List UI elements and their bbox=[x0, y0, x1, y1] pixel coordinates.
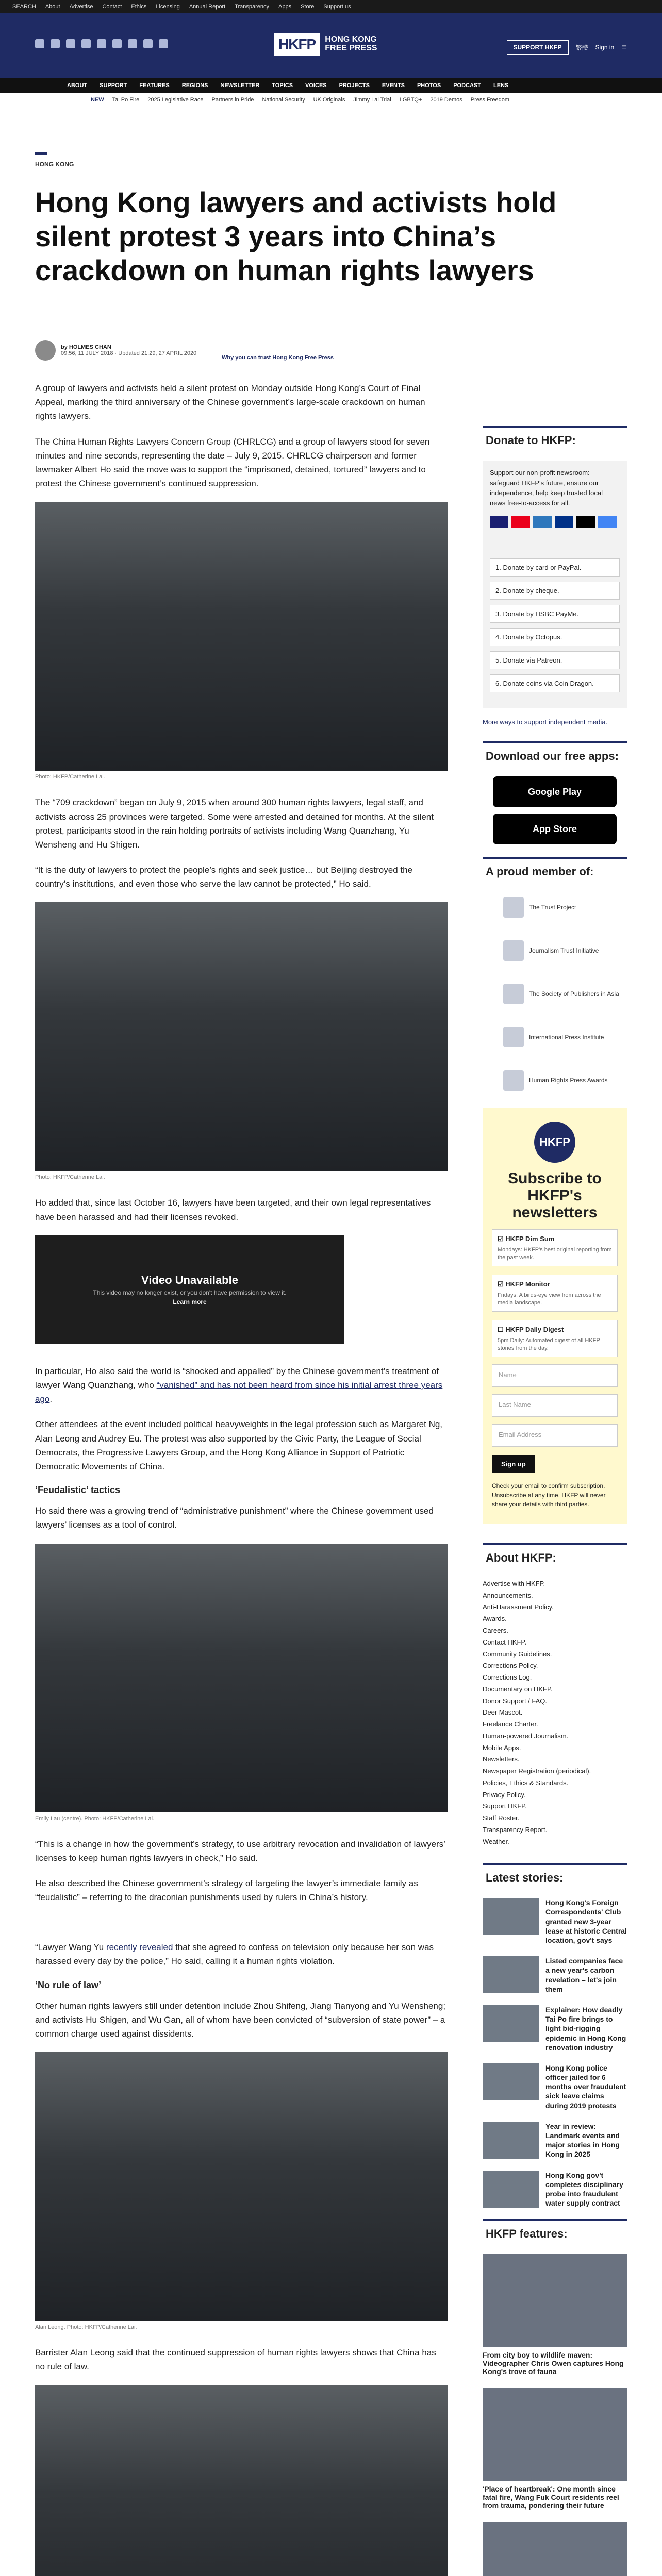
about-link[interactable]: Support HKFP. bbox=[483, 1802, 527, 1810]
kicker-accent bbox=[35, 152, 47, 155]
newsletter-box bbox=[483, 1108, 627, 1524]
nav-projects[interactable]: PROJECTS bbox=[339, 82, 370, 89]
sopa-icon bbox=[503, 984, 524, 1004]
features-list bbox=[483, 2254, 627, 2576]
sign-in-link[interactable]: Sign in bbox=[595, 44, 615, 51]
google-pay-icon bbox=[598, 516, 617, 528]
nav-lens[interactable]: LENS bbox=[493, 82, 509, 89]
about-link[interactable]: Community Guidelines. bbox=[483, 1650, 552, 1658]
paragraph: Other human rights lawyers still under detention include Zhou Shifeng, Jiang Tianyong and Yu Wensheng; and activists Hu Shigen, and Wu Gan, all of whom have been convicted of “subversion of state power” – a common charge used against dissidents. bbox=[35, 2001, 446, 2039]
inline-link[interactable]: recently revealed bbox=[106, 1942, 173, 1953]
feature-image[interactable] bbox=[483, 2522, 627, 2576]
features-heading: HKFP features: bbox=[483, 2219, 627, 2247]
story-item[interactable] bbox=[483, 2063, 627, 2110]
story-item[interactable] bbox=[483, 2171, 627, 2208]
about-heading: About HKFP: bbox=[483, 1543, 627, 1571]
language-link[interactable]: 繁體 bbox=[575, 44, 588, 52]
nav-voices[interactable]: VOICES bbox=[305, 82, 327, 89]
newsletter-title: Subscribe to HKFP's newsletters bbox=[508, 1170, 602, 1221]
donate-option[interactable]: 3. Donate by HSBC PayMe. bbox=[490, 605, 620, 623]
video-subtitle: This video may no longer exist, or you don't have permission to view it. bbox=[93, 1289, 287, 1296]
facebook-icon[interactable] bbox=[35, 39, 44, 48]
donate-option[interactable]: 2. Donate by cheque. bbox=[490, 582, 620, 600]
about-list bbox=[483, 1578, 627, 1848]
apple-pay-icon bbox=[576, 516, 595, 528]
about-link[interactable]: Policies, Ethics & Standards. bbox=[483, 1778, 569, 1787]
feature-title[interactable]: From city boy to wildlife maven: Videographer Chris Owen captures Hong Kong's trove of fauna bbox=[483, 2351, 624, 2376]
nav-newsletter[interactable]: NEWSLETTER bbox=[220, 82, 260, 89]
video-learn-more[interactable]: Learn more bbox=[173, 1298, 207, 1306]
trending-item[interactable]: National Security bbox=[262, 96, 305, 103]
story-item[interactable] bbox=[483, 1956, 627, 1994]
rss-icon[interactable] bbox=[159, 39, 168, 48]
topbar-contact[interactable]: Contact bbox=[102, 4, 122, 10]
paragraph: Barrister Alan Leong said that the continued suppression of human rights lawyers shows that China has no rule of law. bbox=[35, 2348, 436, 2372]
nav-features[interactable]: FEATURES bbox=[139, 82, 170, 89]
telegram-icon[interactable] bbox=[112, 39, 122, 48]
article-body bbox=[35, 381, 448, 2576]
about-link[interactable]: Contact HKFP. bbox=[483, 1638, 527, 1646]
x-icon[interactable] bbox=[51, 39, 60, 48]
story-thumbnail[interactable] bbox=[483, 2063, 539, 2100]
social-icons bbox=[35, 39, 168, 48]
author-name[interactable]: by HOLMES CHAN bbox=[61, 344, 111, 350]
google-play-button[interactable]: Google Play bbox=[493, 776, 617, 807]
option-title: HKFP Daily Digest bbox=[505, 1326, 564, 1333]
member-logo[interactable] bbox=[483, 892, 627, 923]
trending-item[interactable]: Jimmy Lai Trial bbox=[353, 96, 391, 103]
article-photo[interactable] bbox=[35, 502, 448, 771]
nav-regions[interactable]: REGIONS bbox=[181, 82, 208, 89]
article-title: Hong Kong lawyers and activists hold silent protest 3 years into China’s crackdown on human rights lawyers bbox=[35, 186, 557, 287]
top-utility-bar bbox=[0, 0, 662, 13]
about-link[interactable]: Newsletters. bbox=[483, 1755, 520, 1764]
donate-option[interactable]: 6. Donate coins via Coin Dragon. bbox=[490, 674, 620, 692]
member-logo[interactable] bbox=[483, 935, 627, 966]
topbar-licensing[interactable]: Licensing bbox=[156, 4, 180, 10]
about-link[interactable]: Documentary on HKFP. bbox=[483, 1685, 553, 1693]
story-item[interactable] bbox=[483, 1898, 627, 1945]
paragraph: Ho added that, since last October 16, lawyers have been targeted, and their own legal representatives have been harassed and had their licenses revoked. bbox=[35, 1198, 431, 1222]
text: . bbox=[49, 1394, 53, 1404]
nav-about[interactable]: ABOUT bbox=[67, 82, 88, 89]
threads-icon[interactable] bbox=[128, 39, 137, 48]
member-logo[interactable] bbox=[483, 978, 627, 1009]
embedded-video[interactable] bbox=[35, 1235, 344, 1344]
paragraph: A group of lawyers and activists held a silent protest on Monday outside Hong Kong’s Court of Final Appeal, marking the third anniversary of the Chinese government’s large-scale crackdown on human rights lawyers. bbox=[35, 383, 425, 421]
site-header bbox=[0, 13, 662, 78]
article-photo[interactable] bbox=[35, 902, 448, 1171]
topbar-annual-report[interactable]: Annual Report bbox=[189, 4, 226, 10]
feature-image[interactable] bbox=[483, 2254, 627, 2347]
donate-text: Support our non-profit newsroom: safeguard HKFP's future, ensure our independence, help keep trusted local news free-to-access for all. bbox=[490, 469, 603, 507]
trending-item[interactable]: Press Freedom bbox=[470, 96, 509, 103]
text: that she agreed to confess on television only because her son was harassed every day by the police,” Ho said, calling it a human rights violation. bbox=[35, 1942, 434, 1967]
topbar-about[interactable]: About bbox=[45, 4, 60, 10]
topbar-ethics[interactable]: Ethics bbox=[131, 4, 147, 10]
member-name: The Society of Publishers in Asia bbox=[529, 990, 619, 997]
name-input[interactable]: Name bbox=[492, 1364, 618, 1387]
donate-heading: Donate to HKFP: bbox=[483, 426, 627, 453]
about-link[interactable]: Deer Mascot. bbox=[483, 1708, 523, 1717]
topbar-transparency[interactable]: Transparency bbox=[235, 4, 269, 10]
story-title[interactable]: Hong Kong's Foreign Correspondents' Club granted new 3-year lease at historic Central location, gov't says bbox=[545, 1899, 627, 1944]
story-thumbnail[interactable] bbox=[483, 1898, 539, 1935]
member-logo[interactable] bbox=[483, 1022, 627, 1053]
nav-support[interactable]: SUPPORT bbox=[100, 82, 127, 89]
about-link[interactable]: Donor Support / FAQ. bbox=[483, 1697, 548, 1705]
about-link[interactable]: Careers. bbox=[483, 1626, 508, 1634]
option-desc: 5pm Daily: Automated digest of all HKFP stories from the day. bbox=[498, 1337, 600, 1351]
about-link[interactable]: Anti-Harassment Policy. bbox=[483, 1603, 554, 1611]
story-thumbnail[interactable] bbox=[483, 1956, 539, 1993]
about-link[interactable]: Awards. bbox=[483, 1615, 507, 1623]
newsletter-option[interactable] bbox=[492, 1320, 618, 1357]
donate-box bbox=[483, 461, 627, 708]
story-title[interactable]: Listed companies face a new year's carbon revelation – let's join them bbox=[545, 1957, 623, 1993]
trending-item[interactable]: Partners in Pride bbox=[211, 96, 254, 103]
story-title[interactable]: Explainer: How deadly Tai Po fire brings to light bid-rigging epidemic in Hong Kong renovation industry bbox=[545, 2005, 626, 2052]
story-thumbnail[interactable] bbox=[483, 2171, 539, 2208]
story-title[interactable]: Hong Kong gov't completes disciplinary probe into fraudulent water supply contract bbox=[545, 2171, 623, 2208]
about-link[interactable]: Advertise with HKFP. bbox=[483, 1580, 545, 1587]
about-link[interactable]: Transparency Report. bbox=[483, 1825, 548, 1834]
inline-link[interactable]: “vanished” and has not been heard from since his initial arrest three years ago bbox=[35, 1380, 443, 1404]
trending-item[interactable]: 2025 Legislative Race bbox=[147, 96, 204, 103]
jti-icon bbox=[503, 940, 524, 961]
story-thumbnail[interactable] bbox=[483, 2122, 539, 2159]
about-link[interactable]: Human-powered Journalism. bbox=[483, 1732, 569, 1740]
email-input[interactable]: Email Address bbox=[492, 1424, 618, 1447]
feature-item[interactable] bbox=[483, 2388, 627, 2510]
photo-caption: Alan Leong. Photo: HKFP/Catherine Lai. bbox=[35, 2324, 137, 2331]
about-link[interactable]: Corrections Policy. bbox=[483, 1662, 538, 1670]
nav-events[interactable]: EVENTS bbox=[382, 82, 405, 89]
paragraph: Other attendees at the event included political heavyweights in the legal profession such as Margaret Ng, Alan Leong and Audrey Eu. The protest was also supported by the Civic Party, the League of Social Democrats, the Progressive Lawyers Group, and the Hong Kong Alliance in Support of Patriotic Democratic Movements of China. bbox=[35, 1419, 443, 1471]
checkbox-icon[interactable]: ☑ bbox=[498, 1280, 504, 1288]
header-actions bbox=[507, 40, 627, 55]
topbar-support-us[interactable]: Support us bbox=[323, 4, 351, 10]
paragraph bbox=[35, 1364, 448, 1406]
checkbox-icon[interactable]: ☐ bbox=[498, 1326, 504, 1333]
article-photo[interactable] bbox=[35, 2052, 448, 2321]
paragraph bbox=[35, 1940, 448, 1968]
article-photo[interactable] bbox=[35, 2385, 448, 2576]
newsletter-option[interactable] bbox=[492, 1229, 618, 1266]
photo-caption: Photo: HKFP/Catherine Lai. bbox=[35, 774, 105, 781]
linkedin-icon[interactable] bbox=[97, 39, 106, 48]
payment-icons bbox=[490, 516, 620, 547]
member-heading: A proud member of: bbox=[483, 857, 627, 885]
article-photo[interactable] bbox=[35, 1544, 448, 1812]
topbar-search[interactable]: SEARCH bbox=[12, 4, 36, 10]
donate-option[interactable]: 4. Donate by Octopus. bbox=[490, 628, 620, 646]
member-name: Human Rights Press Awards bbox=[529, 1077, 608, 1084]
amex-icon bbox=[533, 516, 552, 528]
signup-button[interactable]: Sign up bbox=[492, 1455, 535, 1473]
last-name-input[interactable]: Last Name bbox=[492, 1394, 618, 1417]
member-name: The Trust Project bbox=[529, 904, 576, 911]
about-link[interactable]: Staff Roster. bbox=[483, 1814, 520, 1822]
article-kicker[interactable]: HONG KONG bbox=[35, 161, 74, 168]
paragraph: “It is the duty of lawyers to protect the people’s rights and seek justice… but Beijing destroyed the country’s institutions, and even those who serve the law cannot be protected,” Ho said. bbox=[35, 865, 413, 889]
more-ways-link[interactable]: More ways to support independent media. bbox=[483, 718, 608, 726]
donate-option[interactable]: 1. Donate by card or PayPal. bbox=[490, 558, 620, 577]
paragraph: The China Human Rights Lawyers Concern Group (CHRLCG) and a group of lawyers stood for seven minutes and nine seconds, representing the date – July 9, 2015. CHRLCG chairperson and former lawmaker Albert Ho said the move was to support the “imprisoned, detained, tortured” lawyers and to protest the Chinese government’s continued suppression. bbox=[35, 436, 430, 489]
trending-item[interactable]: LGBTQ+ bbox=[399, 96, 422, 103]
newsletter-badge: HKFP bbox=[534, 1122, 575, 1163]
instagram-icon[interactable] bbox=[66, 39, 75, 48]
trending-item[interactable]: Tai Po Fire bbox=[112, 96, 140, 103]
new-label: NEW bbox=[91, 96, 104, 103]
paragraph: He also described the Chinese government’s strategy of targeting the lawyer’s immediate family as “feudalistic” – referring to the draconian punishments used by rulers in China’s history. bbox=[35, 1878, 418, 1903]
story-title[interactable]: Hong Kong police officer jailed for 6 months over fraudulent sick leave claims during 2019 protests bbox=[545, 2063, 626, 2110]
main-nav bbox=[0, 78, 662, 93]
topbar-store[interactable]: Store bbox=[301, 4, 315, 10]
option-title: HKFP Monitor bbox=[505, 1280, 550, 1288]
newsletter-option[interactable] bbox=[492, 1275, 618, 1312]
photo-caption: Emily Lau (centre). Photo: HKFP/Catherine Lai. bbox=[35, 1815, 155, 1822]
section-heading: ‘No rule of law’ bbox=[35, 1979, 102, 1990]
option-desc: Mondays: HKFP's best original reporting from the past week. bbox=[498, 1247, 612, 1261]
about-link[interactable]: Mobile Apps. bbox=[483, 1743, 521, 1752]
option-title: HKFP Dim Sum bbox=[505, 1235, 555, 1243]
mail-icon[interactable] bbox=[143, 39, 153, 48]
about-link[interactable]: Privacy Policy. bbox=[483, 1790, 526, 1799]
paypal-icon bbox=[555, 516, 573, 528]
photo-caption: Photo: HKFP/Catherine Lai. bbox=[35, 1174, 105, 1181]
newsletter-consent: Check your email to confirm subscription. Unsubscribe at any time. HKFP will never share your details with third parties. bbox=[492, 1482, 606, 1508]
about-link[interactable]: Announcements. bbox=[483, 1591, 533, 1599]
story-thumbnail[interactable] bbox=[483, 2005, 539, 2042]
app-store-button[interactable]: App Store bbox=[493, 814, 617, 844]
checkbox-icon[interactable]: ☑ bbox=[498, 1235, 504, 1243]
story-title[interactable]: Year in review: Landmark events and major stories in Hong Kong in 2025 bbox=[545, 2122, 620, 2159]
paragraph: “This is a change in how the government’s strategy, to use arbitrary revocation and invalidation of lawyers’ licenses to keep human rights lawyers in check,” Ho said. bbox=[35, 1839, 445, 1863]
feature-item[interactable] bbox=[483, 2522, 627, 2576]
trending-bar bbox=[0, 93, 662, 107]
nav-topics[interactable]: TOPICS bbox=[272, 82, 293, 89]
video-title: Video Unavailable bbox=[141, 1273, 238, 1286]
trust-link[interactable]: Why you can trust Hong Kong Free Press bbox=[222, 354, 334, 361]
paragraph: The “709 crackdown” began on July 9, 2015 when around 300 human rights lawyers, legal staff, and activists across 25 provinces were targeted. Some were arrested and detained for months. At the silent protest, participants stood in the rain holding portraits of activists including Wang Quanzhang, Yu Wensheng and Hu Shigen. bbox=[35, 798, 434, 850]
text: In particular, Ho also said the world is “shocked and appalled” by the Chinese government’s treatment of lawyer Wang Quanzhang, who bbox=[35, 1366, 439, 1390]
byline bbox=[35, 340, 196, 361]
sidebar bbox=[483, 426, 627, 2576]
author-avatar bbox=[35, 340, 56, 361]
youtube-icon[interactable] bbox=[81, 39, 91, 48]
nav-photos[interactable]: PHOTOS bbox=[417, 82, 441, 89]
nav-podcast[interactable]: PODCAST bbox=[453, 82, 481, 89]
site-logo[interactable] bbox=[274, 33, 382, 56]
apps-heading: Download our free apps: bbox=[483, 741, 627, 769]
menu-icon[interactable]: ☰ bbox=[621, 44, 627, 51]
trust-project-icon bbox=[503, 897, 524, 918]
story-item[interactable] bbox=[483, 2122, 627, 2159]
visa-icon bbox=[490, 516, 508, 528]
paragraph: Ho said there was a growing trend of “administrative punishment” where the Chinese government used lawyers’ licenses as a tool of control. bbox=[35, 1506, 434, 1530]
topbar-apps[interactable]: Apps bbox=[278, 4, 292, 10]
member-name: International Press Institute bbox=[529, 1033, 604, 1041]
article-dates: 09:56, 11 JULY 2018 · Updated 21:29, 27 APRIL 2020 bbox=[61, 350, 197, 357]
trending-item[interactable]: 2019 Demos bbox=[430, 96, 462, 103]
about-link[interactable]: Newspaper Registration (periodical). bbox=[483, 1767, 591, 1775]
logo-mark: HKFP bbox=[274, 33, 320, 56]
about-link[interactable]: Weather. bbox=[483, 1837, 509, 1845]
hrpa-icon bbox=[503, 1070, 524, 1091]
topbar-advertise[interactable]: Advertise bbox=[69, 4, 93, 10]
text: “Lawyer Wang Yu bbox=[35, 1942, 106, 1953]
ipi-icon bbox=[503, 1027, 524, 1047]
mastercard-icon bbox=[511, 516, 530, 528]
option-desc: Fridays: A birds-eye view from across the media landscape. bbox=[498, 1292, 601, 1306]
section-heading: ‘Feudalistic’ tactics bbox=[35, 1485, 121, 1496]
feature-title[interactable]: 'Place of heartbreak': One month since fatal fire, Wang Fuk Court residents reel from trauma, pondering their future bbox=[483, 2485, 619, 2510]
feature-image[interactable] bbox=[483, 2388, 627, 2481]
latest-list bbox=[483, 1898, 627, 2208]
about-link[interactable]: Freelance Charter. bbox=[483, 1720, 538, 1728]
donate-option[interactable]: 5. Donate via Patreon. bbox=[490, 651, 620, 669]
support-hkfp-button[interactable]: SUPPORT HKFP bbox=[507, 40, 569, 55]
story-item[interactable] bbox=[483, 2005, 627, 2052]
member-name: Journalism Trust Initiative bbox=[529, 947, 599, 954]
logo-text: HONG KONG FREE PRESS bbox=[325, 35, 377, 53]
member-logo[interactable] bbox=[483, 1065, 627, 1096]
feature-item[interactable] bbox=[483, 2254, 627, 2376]
about-link[interactable]: Corrections Log. bbox=[483, 1673, 532, 1681]
trending-item[interactable]: UK Originals bbox=[313, 96, 345, 103]
latest-heading: Latest stories: bbox=[483, 1863, 627, 1891]
